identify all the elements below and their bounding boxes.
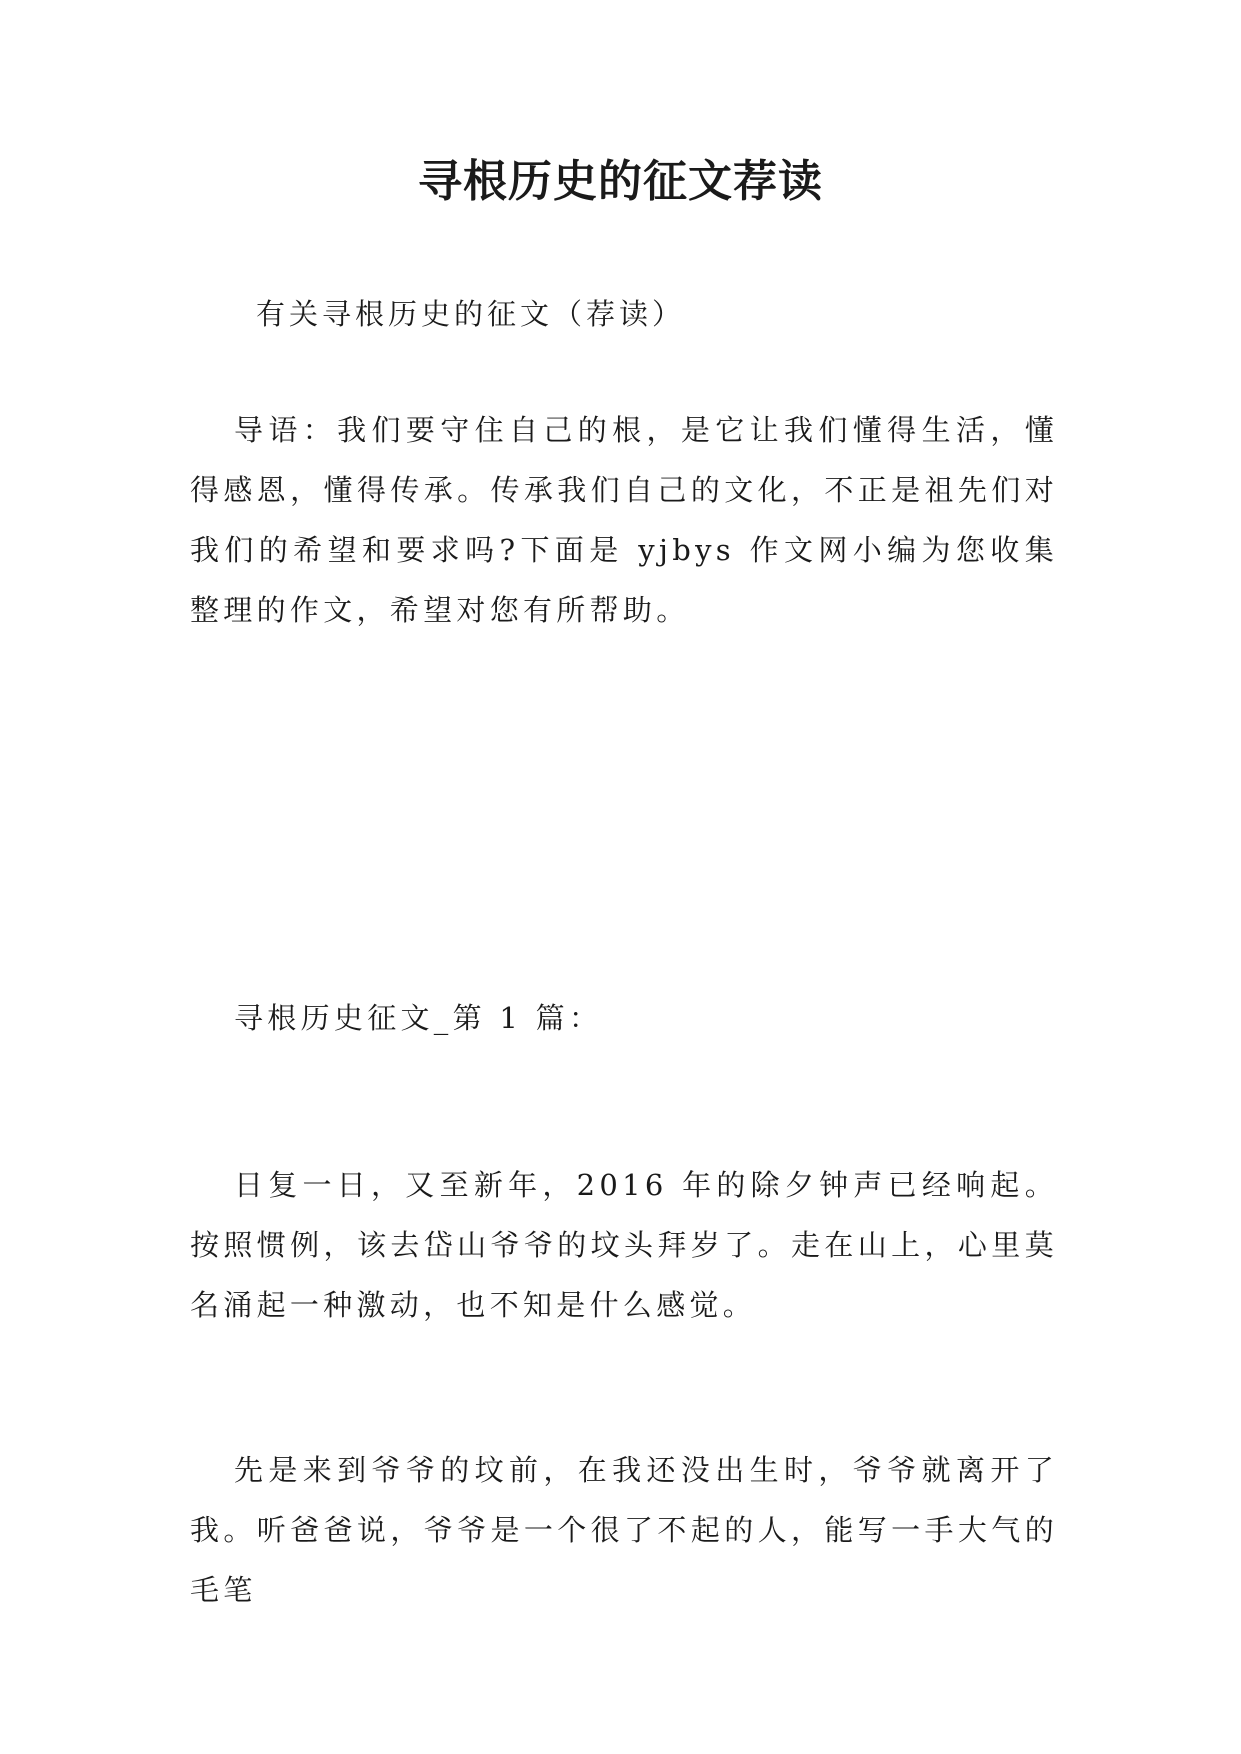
section-heading: 寻根历史征文_第 1 篇： [234, 1001, 603, 1035]
document-title: 寻根历史的征文荐读 [418, 156, 823, 207]
intro-paragraph: 导语：我们要守住自己的根，是它让我们懂得生活，懂得感恩，懂得传承。传承我们自己的文化，不正是祖先们对我们的希望和要求吗?下面是 yjbys 作文网小编为您收集整理的作文，希望对您有所帮助。 [190, 413, 1058, 627]
body-paragraph: 日复一日，又至新年，2016 年的除夕钟声已经响起。按照惯例，该去岱山爷爷的坟头拜岁了。走在山上，心里莫名涌起一种激动，也不知是什么感觉。 [190, 1168, 1058, 1322]
body-paragraph: 先是来到爷爷的坟前，在我还没出生时，爷爷就离开了我。听爸爸说，爷爷是一个很了不起的人，能写一手大气的毛笔 [190, 1453, 1058, 1607]
document-subtitle: 有关寻根历史的征文（荐读） [256, 297, 686, 331]
